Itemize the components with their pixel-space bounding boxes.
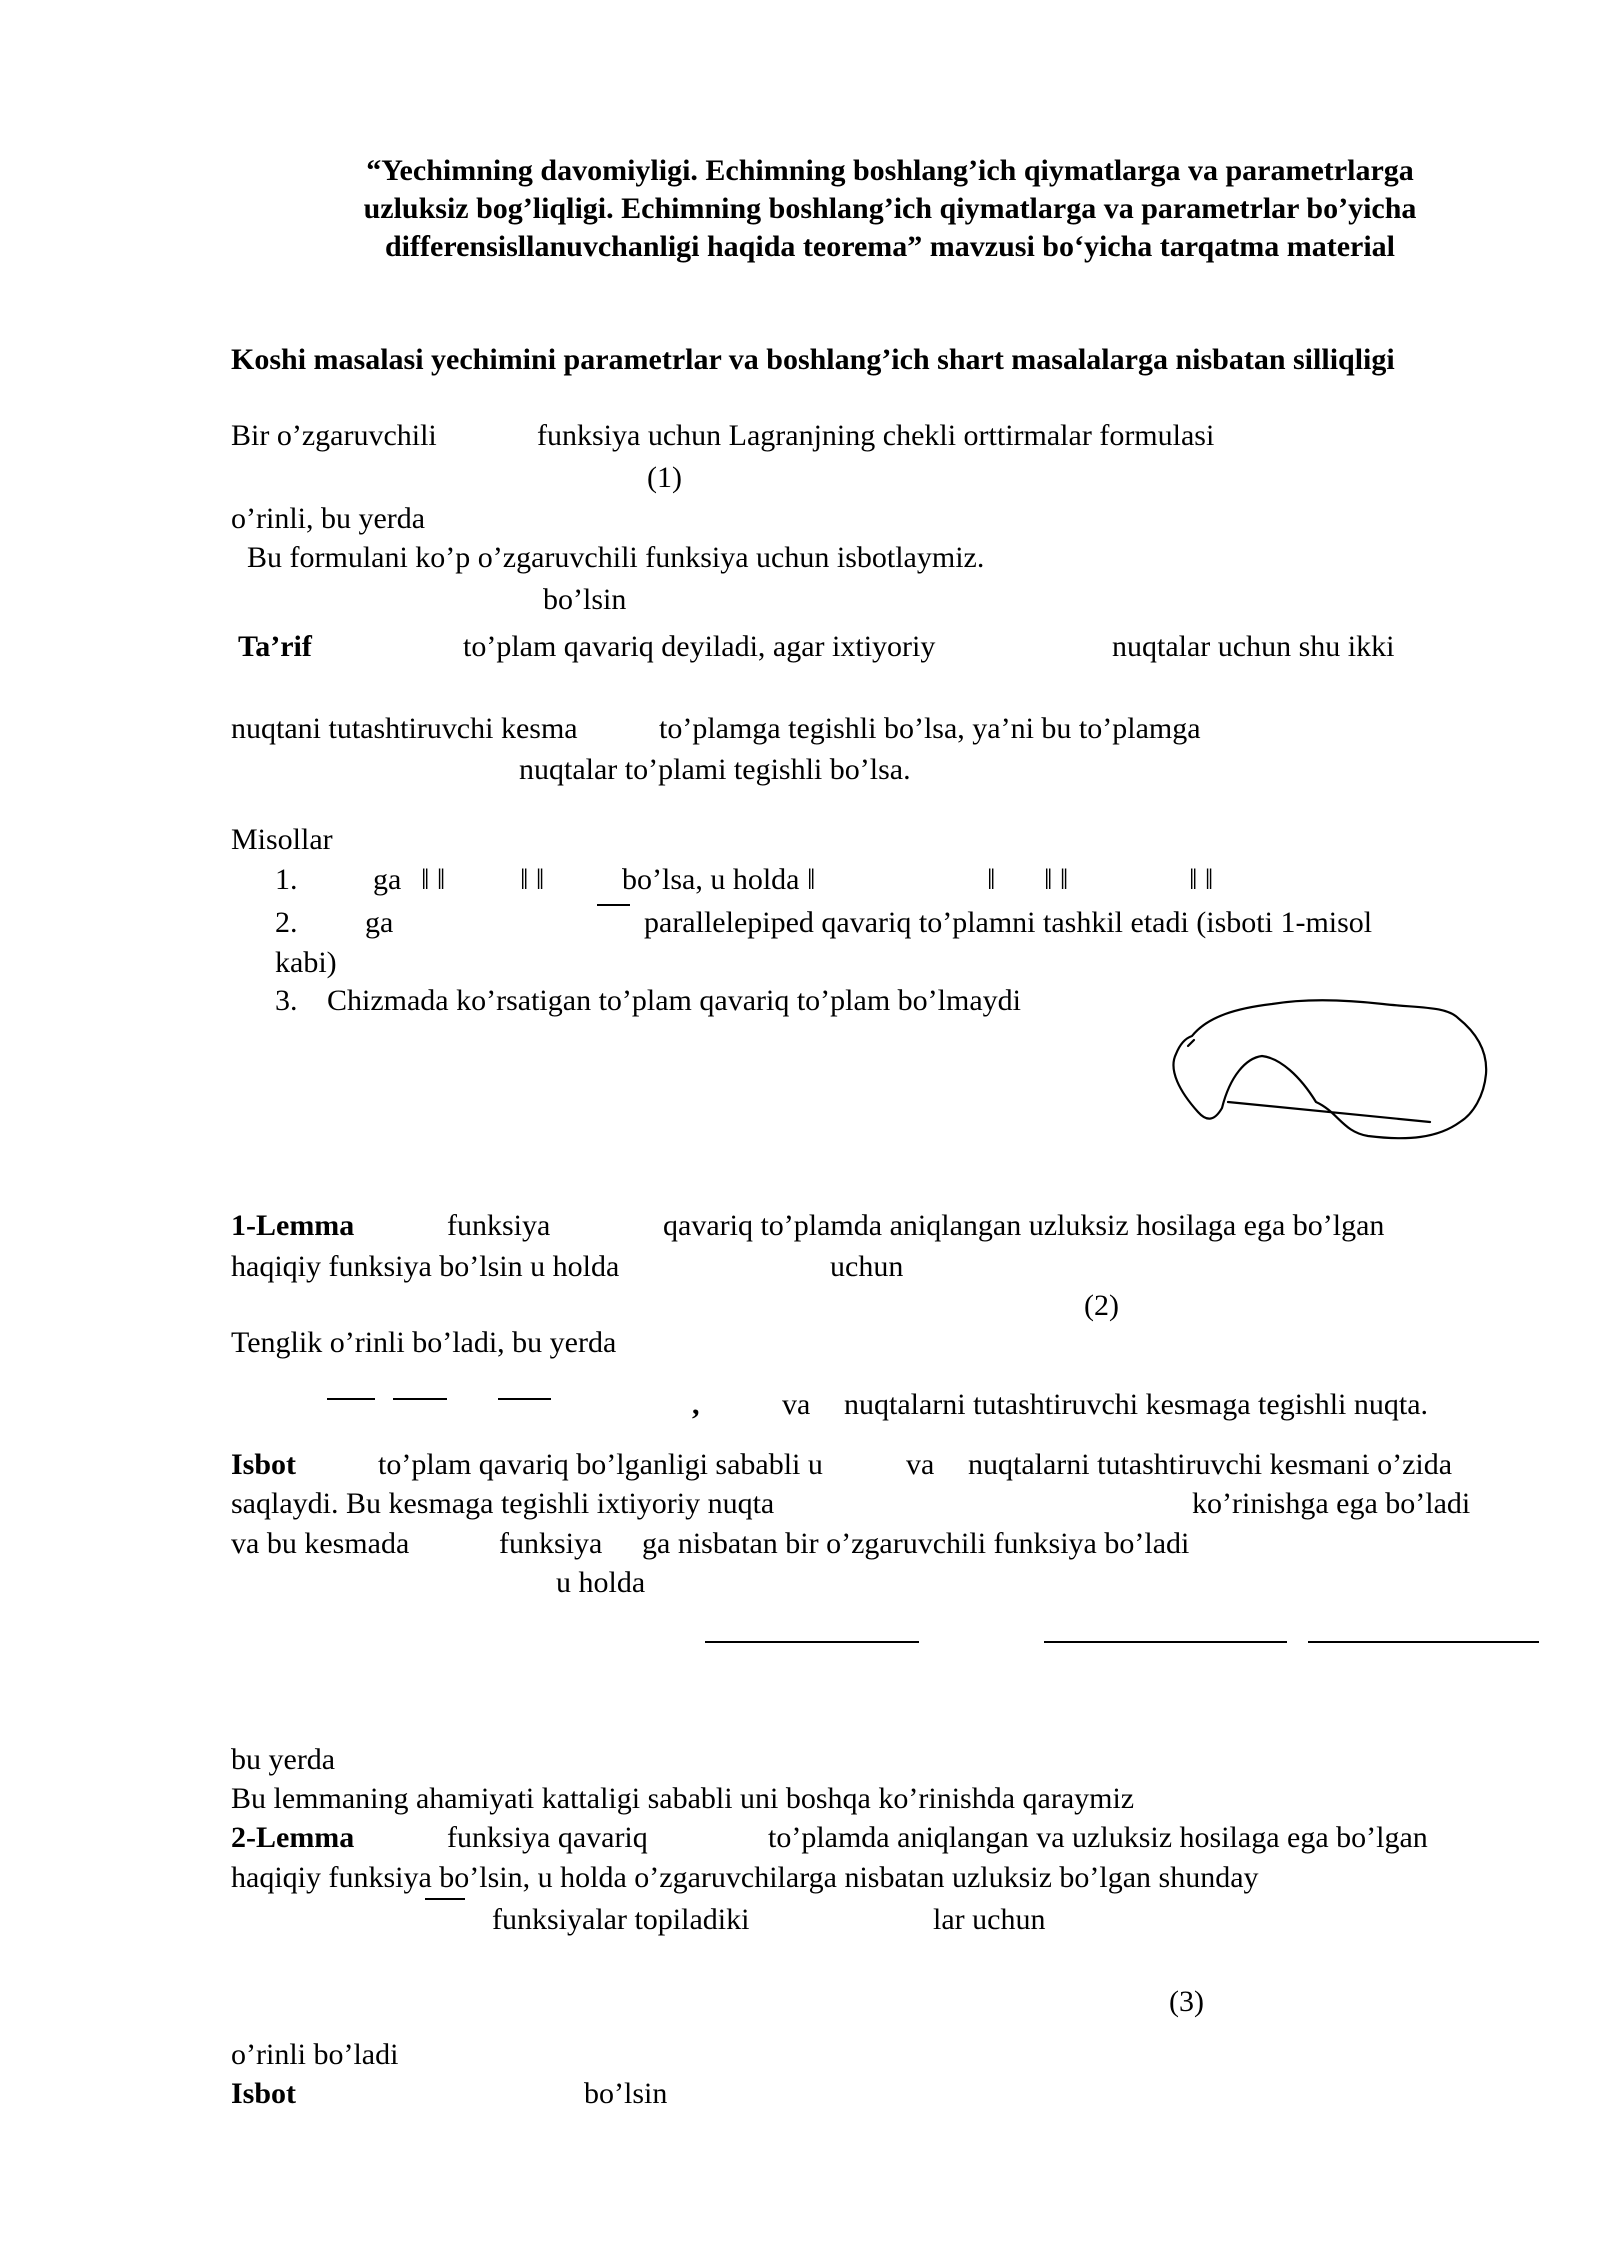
definition-line-2-end: to’plamga tegishli bo’lsa, ya’ni bu to’plamga [659, 712, 1201, 745]
lemma-2-line-3-start: funksiyalar topiladiki [492, 1903, 750, 1936]
lemma-2-text-a: funksiya qavariq [447, 1821, 648, 1854]
lemma-1-text-b: qavariq to’plamda aniqlangan uzluksiz hosilaga ega bo’lgan [663, 1209, 1385, 1242]
intro-line-1-start: Bir o’zgaruvchili [231, 419, 437, 452]
document-title-line-2: uzluksiz bog’liqligi. Echimning boshlang’ich qiymatlarga va parametrlar bo’yicha [363, 192, 1417, 225]
examples-heading: Misollar [231, 823, 333, 856]
definition-label: Ta’rif [238, 630, 312, 663]
proof-1-line-3-funksiya: funksiya [499, 1527, 603, 1560]
equation-number-3: (3) [1169, 1985, 1204, 2018]
example-1-number: 1. [275, 863, 298, 896]
proof-1-line-2-start: saqlaydi. Bu kesmaga tegishli ixtiyoriy nuqta [231, 1487, 775, 1520]
lemma-2-line-2: haqiqiy funksiya bo’lsin, u holda o’zgaruvchilarga nisbatan uzluksiz bo’lgan shunday [231, 1861, 1259, 1894]
lemma-1-line-3: Tenglik o’rinli bo’ladi, bu yerda [231, 1326, 617, 1359]
proof-1-text-b: nuqtalarni tutashtiruvchi kesmani o’zida [968, 1448, 1453, 1481]
intro-line-4: bo’lsin [543, 583, 627, 616]
example-1-bars-2: ‖ ‖ [520, 863, 545, 896]
example-1-bars-3: ‖ [987, 863, 996, 896]
lemma-1-overline-2 [393, 1398, 447, 1400]
example-1-text: bo’lsa, u holda ‖ [622, 863, 816, 896]
document-title-line-3: differensisllanuvchanligi haqida teorema” mavzusi bo‘yicha tarqatma material [385, 230, 1395, 263]
definition-text-a: to’plam qavariq deyiladi, agar ixtiyoriy [463, 630, 936, 663]
lemma-1-overline-1 [327, 1398, 375, 1400]
definition-line-2-start: nuqtani tutashtiruvchi kesma [231, 712, 578, 745]
lemma-1-line-2-start: haqiqiy funksiya bo’lsin u holda [231, 1250, 620, 1283]
example-2-overline [597, 904, 630, 906]
lemma-1-line-4-text: nuqtalarni tutashtiruvchi kesmaga tegishli nuqta. [844, 1388, 1429, 1421]
non-convex-set-sketch [1168, 996, 1490, 1146]
lemma-1-comma: , [692, 1388, 700, 1421]
proof-1-line-3-start: va bu kesmada [231, 1527, 410, 1560]
example-2-ga: ga [365, 906, 394, 939]
proof-1-label: Isbot [231, 1448, 297, 1481]
example-3-text: Chizmada ko’rsatigan to’plam qavariq to’plam bo’lmaydi [327, 984, 1021, 1017]
proof-2-label: Isbot [231, 2077, 297, 2110]
proof-1-line-3-end: ga nisbatan bir o’zgaruvchili funksiya bo’ladi [642, 1527, 1190, 1560]
lemma-2-text-b: to’plamda aniqlangan va uzluksiz hosilaga ega bo’lgan [768, 1821, 1428, 1854]
definition-text-b: nuqtalar uchun shu ikki [1112, 630, 1395, 663]
example-1-ga: ga [373, 863, 402, 896]
example-1-bars-4: ‖ ‖ [1044, 863, 1069, 896]
example-2-text: parallelepiped qavariq to’plamni tashkil etadi (isboti 1-misol [644, 906, 1373, 939]
fraction-bar-3 [1308, 1641, 1539, 1643]
lemma-2-label: 2-Lemma [231, 1821, 355, 1854]
proof-2-text: bo’lsin [584, 2077, 668, 2110]
lemma-1-va: va [782, 1388, 811, 1421]
lemma-1-label: 1-Lemma [231, 1209, 355, 1242]
example-1-bars-1: ‖ ‖ [421, 863, 446, 896]
example-2-continuation: kabi) [275, 946, 337, 979]
after-line-2: Bu lemmaning ahamiyati kattaligi sababli uni boshqa ko’rinishda qaraymiz [231, 1782, 1135, 1815]
document-title-line-1: “Yechimning davomiyligi. Echimning boshlang’ich qiymatlarga va parametrlarga [366, 154, 1414, 187]
example-2-number: 2. [275, 906, 298, 939]
lemma-1-overline-3 [498, 1398, 551, 1400]
lemma-2-line-3-end: lar uchun [933, 1903, 1046, 1936]
proof-1-va: va [906, 1448, 935, 1481]
example-1-bars-5: ‖ ‖ [1189, 863, 1214, 896]
lemma-2-overline [425, 1898, 465, 1900]
definition-line-3: nuqtalar to’plami tegishli bo’lsa. [519, 753, 911, 786]
lemma-1-text-a: funksiya [447, 1209, 551, 1242]
intro-line-3: Bu formulani ko’p o’zgaruvchili funksiya uchun isbotlaymiz. [247, 541, 985, 574]
proof-1-line-4: u holda [556, 1566, 646, 1599]
intro-line-2: o’rinli, bu yerda [231, 502, 426, 535]
fraction-bar-1 [705, 1641, 919, 1643]
lemma-1-line-2-end: uchun [830, 1250, 904, 1283]
section-heading: Koshi masalasi yechimini parametrlar va boshlang’ich shart masalalarga nisbatan silliqligi [231, 343, 1395, 376]
example-3-number: 3. [275, 984, 298, 1017]
proof-1-line-2-end: ko’rinishga ega bo’ladi [1192, 1487, 1471, 1520]
after-line-1: bu yerda [231, 1743, 336, 1776]
equation-number-1: (1) [647, 461, 682, 494]
proof-1-text-a: to’plam qavariq bo’lganligi sababli u [378, 1448, 823, 1481]
fraction-bar-2 [1044, 1641, 1287, 1643]
equation-number-2: (2) [1084, 1289, 1119, 1322]
intro-line-1-end: funksiya uchun Lagranjning chekli orttirmalar formulasi [537, 419, 1215, 452]
lemma-2-line-4: o’rinli bo’ladi [231, 2038, 399, 2071]
